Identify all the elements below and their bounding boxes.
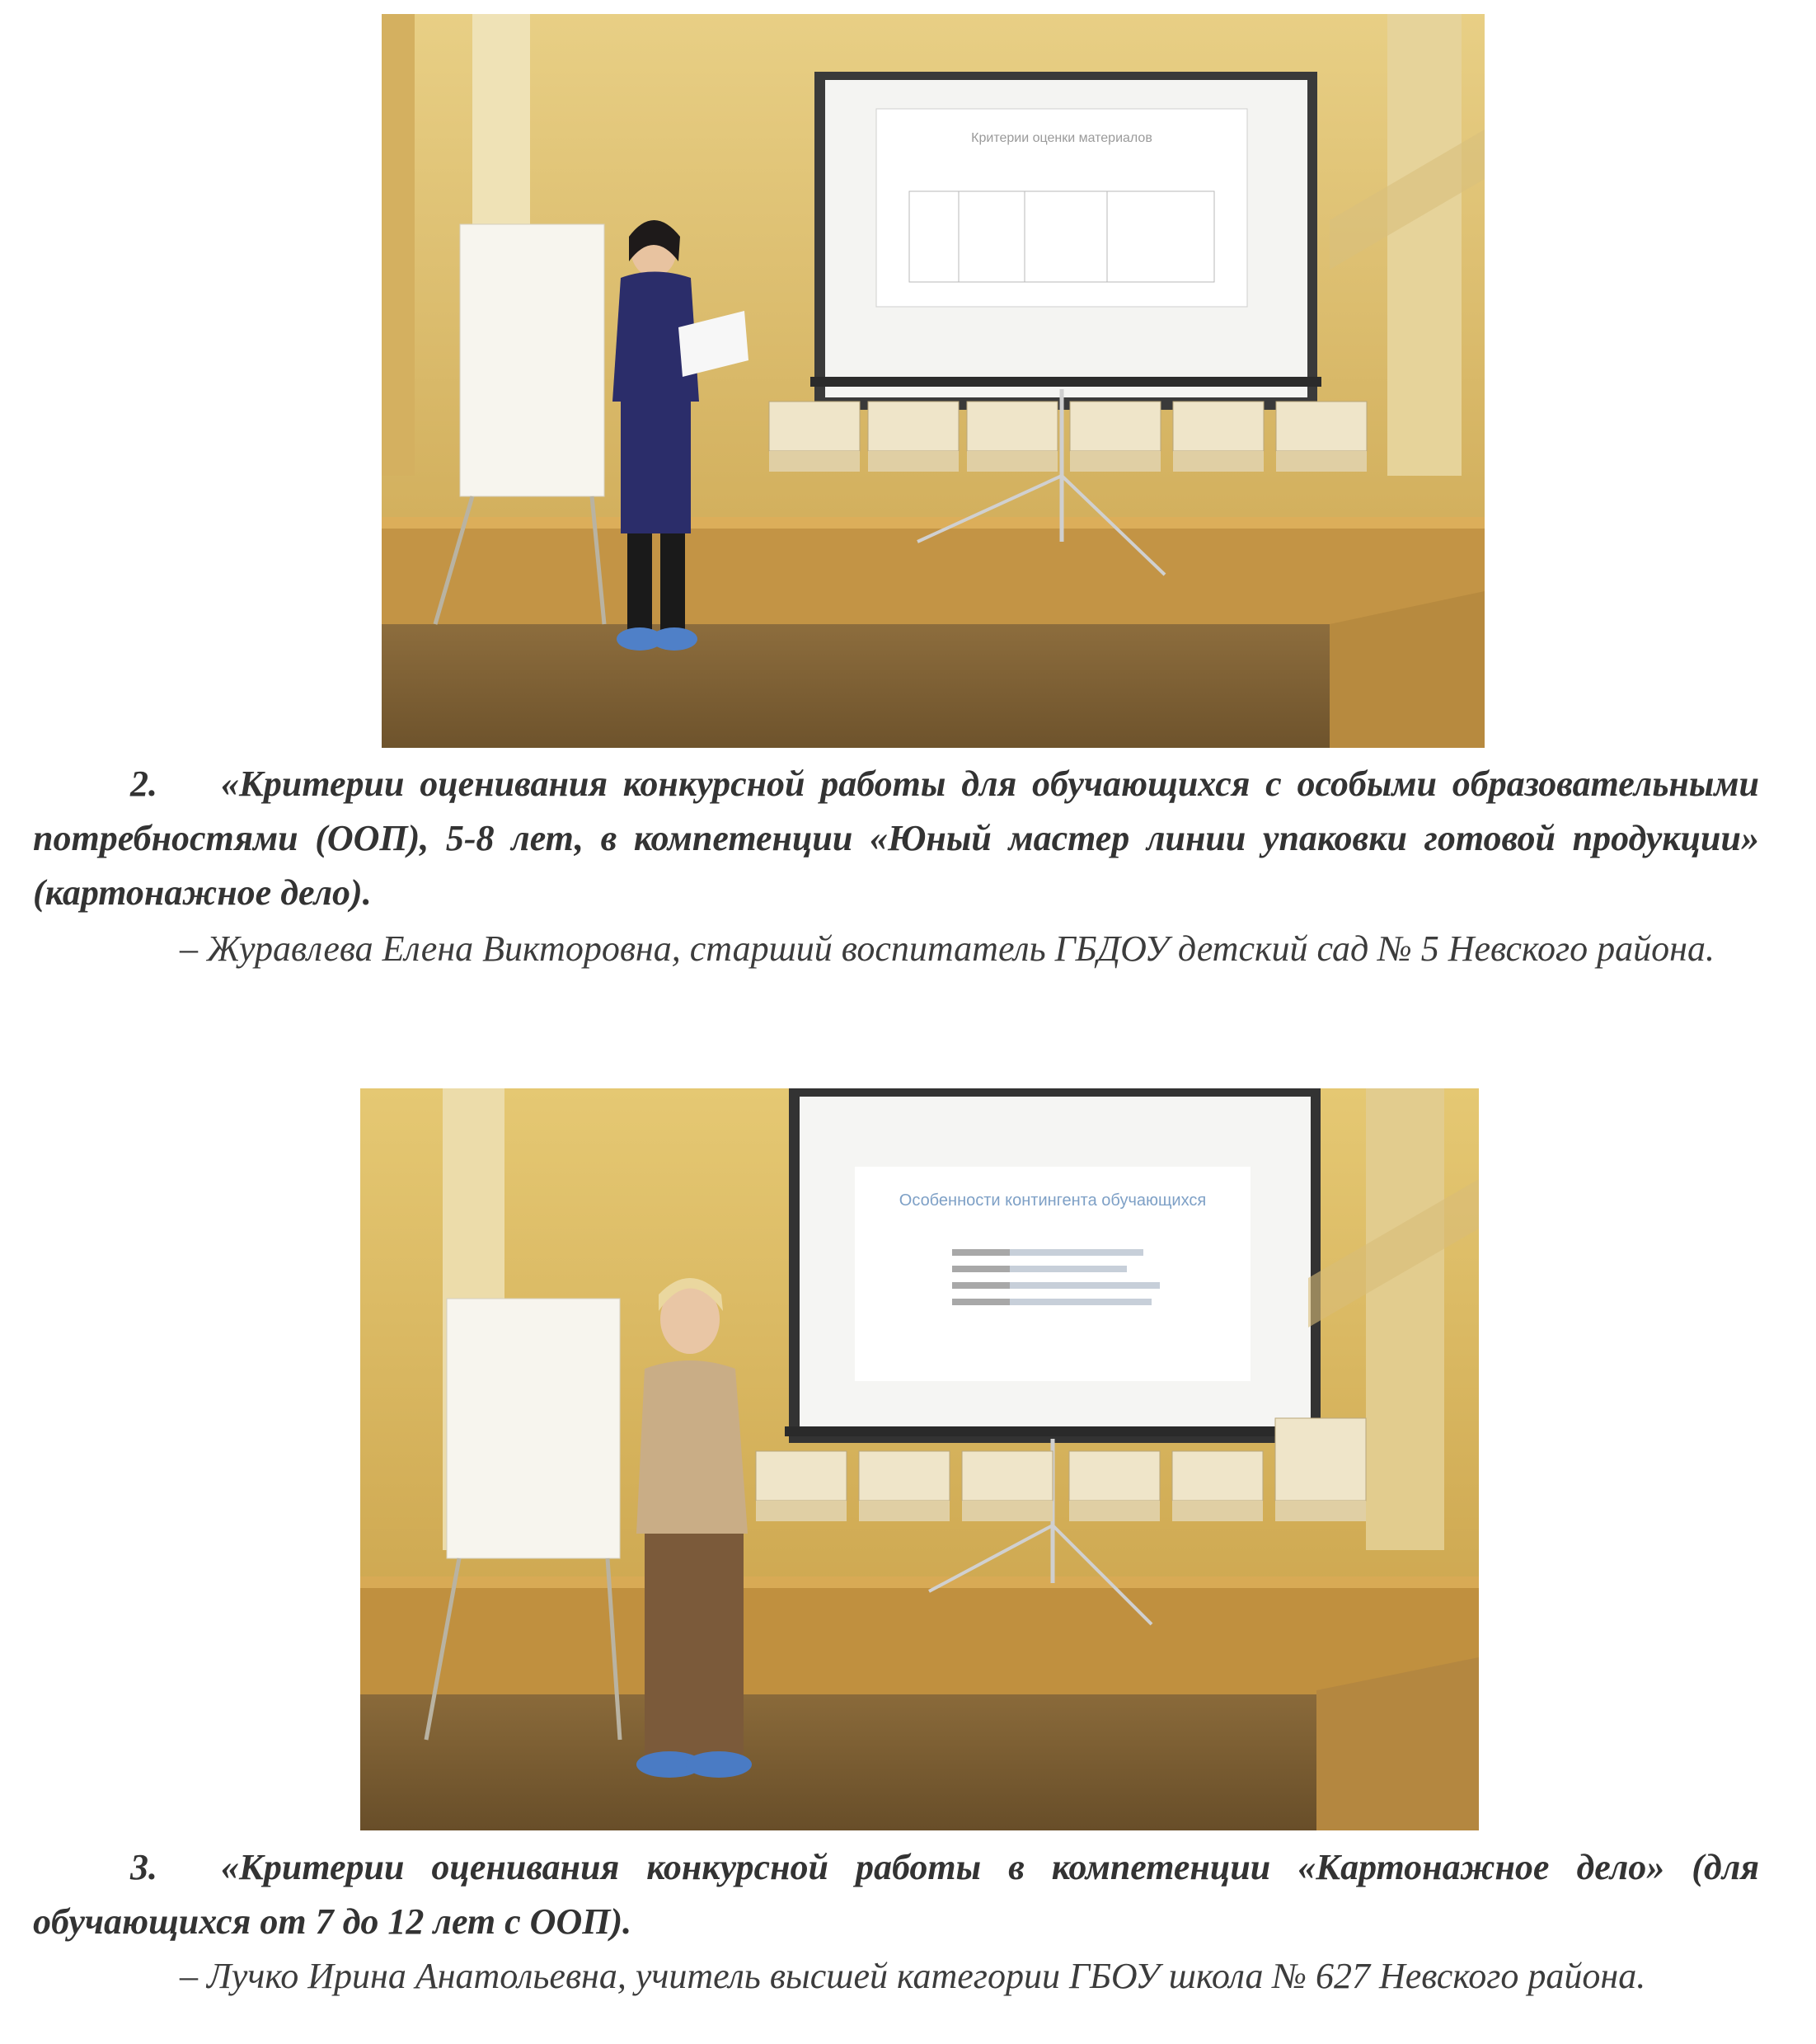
section-3-heading-text: «Критерии оценивания конкурсной работы в компетенции «Картонажное дело» (для обучающихся от 7 до 12 лет с ООП). bbox=[33, 1847, 1759, 1942]
section-3-heading bbox=[33, 1840, 1759, 1949]
slide-title-1: Критерии оценки материалов bbox=[971, 131, 1152, 145]
photo-presentation-1 bbox=[382, 14, 1485, 748]
section-2-heading bbox=[33, 757, 1759, 920]
section-3-author-text: – Лучко Ирина Анатольевна, учитель высшей категории ГБОУ школа № 627 Невского района. bbox=[180, 1956, 1646, 1996]
section-3-number: 3. bbox=[130, 1847, 157, 1887]
photo-presentation-2 bbox=[360, 1088, 1479, 1830]
section-3-author bbox=[33, 1949, 1759, 2004]
section-2-heading-text: «Критерии оценивания конкурсной работы для обучающихся с особыми образовательными потребностями (ООП), 5-8 лет, в компетенции «Юный мастер линии упаковки готовой продукции» (картонажное дело). bbox=[33, 764, 1759, 913]
section-2-author bbox=[33, 922, 1759, 976]
slide-title-2: Особенности контингента обучающихся bbox=[899, 1191, 1207, 1210]
flipchart-2 bbox=[447, 1299, 620, 1558]
photo-2-scene bbox=[360, 1088, 1479, 1830]
photo-1-scene bbox=[382, 14, 1485, 748]
flipchart bbox=[460, 224, 604, 496]
section-2-author-text: – Журавлева Елена Викторовна, старший воспитатель ГБДОУ детский сад № 5 Невского района. bbox=[180, 928, 1715, 969]
section-2-number: 2. bbox=[130, 764, 157, 804]
